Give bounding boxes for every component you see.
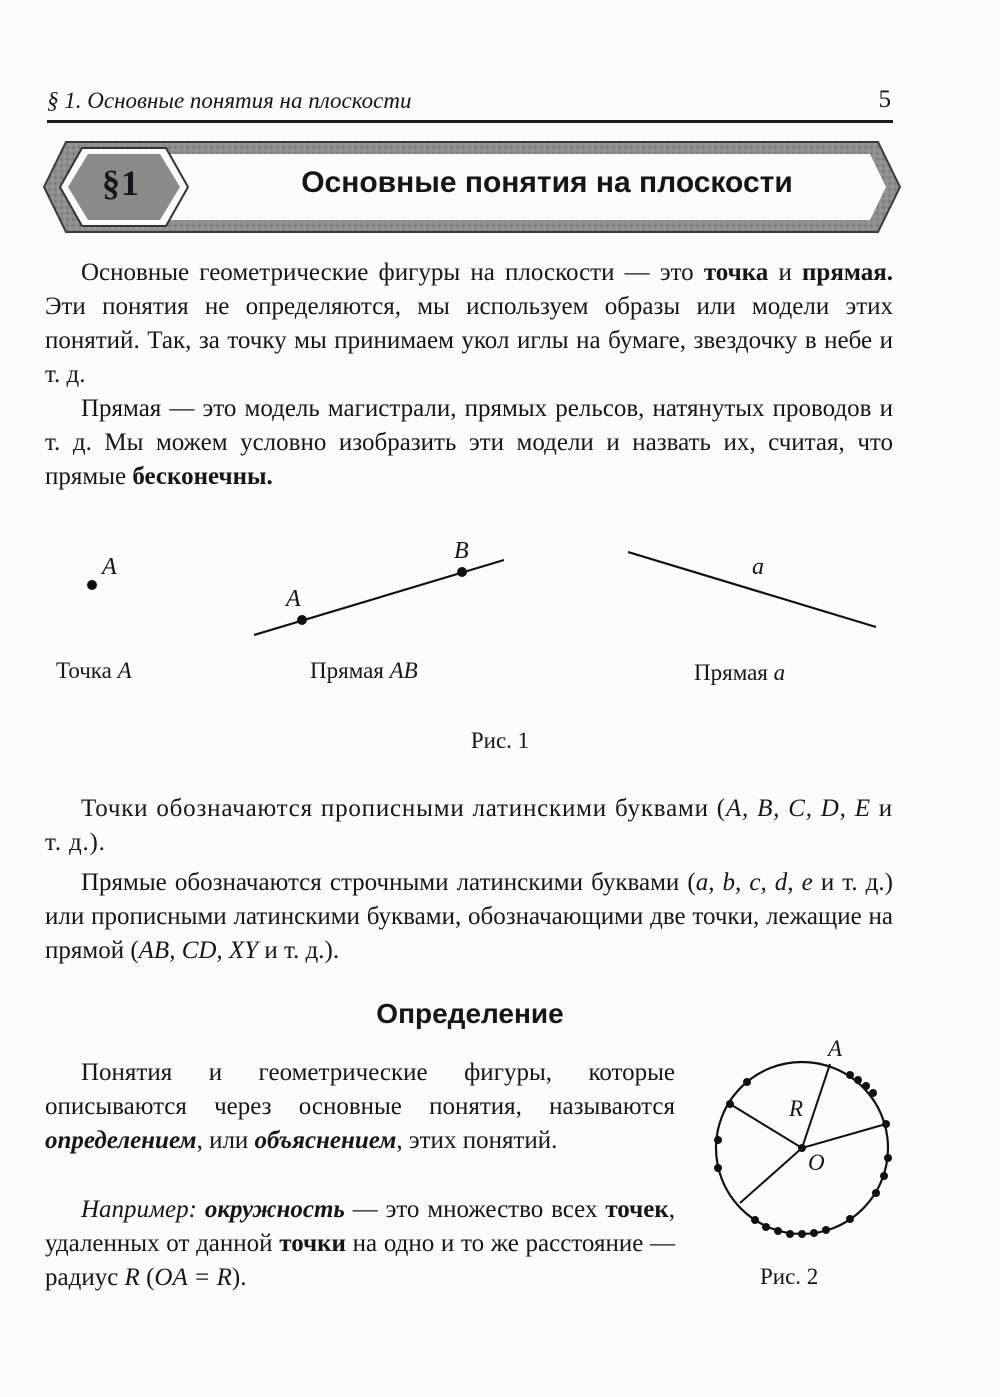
circle-point bbox=[854, 1076, 862, 1084]
caption-line-a bbox=[694, 660, 785, 686]
circle-point bbox=[726, 1100, 734, 1108]
radius-4 bbox=[740, 1148, 802, 1203]
definition-paragraph-1 bbox=[45, 1056, 675, 1158]
intro-paragraph-1 bbox=[45, 256, 893, 392]
term-definition: определением bbox=[45, 1127, 197, 1154]
page-number: 5 bbox=[878, 86, 891, 113]
text-run: Эти понятия не определяются, мы используем образы или модели этих понятий. Так, за точку мы принимаем укол иглы на бумаге, звездочку в небе и т. д. bbox=[45, 293, 893, 388]
text-run: , этих понятий. bbox=[396, 1127, 558, 1154]
notation-paragraph-points bbox=[45, 792, 893, 860]
circle-point bbox=[810, 1229, 818, 1237]
circle-point bbox=[846, 1071, 854, 1079]
example-lead: Например: bbox=[81, 1196, 205, 1223]
line-ab-point-b-dot bbox=[457, 567, 467, 577]
point-a-dot bbox=[87, 580, 97, 590]
section-title: Основные понятия на плоскости bbox=[301, 166, 793, 199]
label-o: O bbox=[808, 1150, 825, 1175]
term-line: прямая. bbox=[802, 259, 893, 286]
text-run: Основные геометрические фигуры на плоскости — это bbox=[81, 259, 704, 286]
var-list: a, b, c, d, e bbox=[695, 869, 813, 896]
radius-3 bbox=[802, 1124, 886, 1148]
figure-1-caption: Рис. 1 bbox=[470, 728, 530, 753]
text-run: Прямые обозначаются строчными латинскими буквами ( bbox=[81, 869, 696, 896]
section-number: §1 bbox=[102, 163, 140, 203]
figure-2 bbox=[700, 1030, 900, 1260]
term-explanation: объяснением bbox=[254, 1127, 397, 1154]
circle-point bbox=[822, 1226, 830, 1234]
running-head bbox=[47, 86, 893, 123]
section-banner bbox=[42, 140, 902, 234]
line-a-label: a bbox=[752, 554, 764, 580]
var-r: R bbox=[124, 1264, 140, 1291]
text-run: Прямая — это модель магистрали, прямых рельсов, натянутых проводов и т. д. Мы можем условно изобразить эти модели и назвать их, считая, что прямые bbox=[45, 395, 893, 490]
circle-point bbox=[862, 1082, 870, 1090]
radius-oa bbox=[802, 1064, 830, 1148]
caption-point-a bbox=[56, 658, 132, 684]
line-ab-point-b-label: B bbox=[454, 538, 469, 564]
circle-point bbox=[869, 1089, 877, 1097]
caption-var: a bbox=[773, 660, 786, 685]
circle-point bbox=[714, 1164, 722, 1172]
caption-text: Прямая bbox=[310, 658, 390, 683]
circle-point bbox=[774, 1227, 782, 1235]
term-infinite: бесконечны. bbox=[132, 463, 273, 490]
text-run: и т. д.). bbox=[258, 937, 340, 964]
circle-point bbox=[798, 1230, 806, 1238]
text-run: и т. д.) или прописными латинскими буквами, обозначающими две точки, лежащие на прямой ( bbox=[45, 869, 893, 964]
caption-text: Прямая bbox=[694, 660, 774, 685]
text-run: , удаленных от данной bbox=[45, 1196, 676, 1257]
circle-point bbox=[714, 1136, 722, 1144]
circle-point bbox=[884, 1154, 892, 1162]
text-run: и bbox=[768, 259, 803, 286]
caption-text: Точка bbox=[56, 658, 118, 683]
term-points: точек bbox=[605, 1196, 669, 1223]
text-run: Точки обозначаются прописными латинскими буквами ( bbox=[81, 795, 726, 822]
figure-2-drawing bbox=[700, 1030, 900, 1260]
term-point: точка bbox=[703, 259, 769, 286]
circle-point bbox=[882, 1120, 890, 1128]
label-r: R bbox=[789, 1096, 804, 1121]
figure-1 bbox=[40, 530, 920, 700]
circle-point bbox=[880, 1172, 888, 1180]
line-ab-point-a-dot bbox=[297, 615, 307, 625]
text-run: , или bbox=[196, 1127, 255, 1154]
term-circle: окружность bbox=[204, 1196, 345, 1223]
caption-var: AB bbox=[389, 658, 418, 683]
figure-1-drawing bbox=[40, 530, 920, 700]
circle-point bbox=[786, 1230, 794, 1238]
text-run: на одно и то же расстояние — радиус bbox=[45, 1230, 675, 1291]
circle-point bbox=[846, 1215, 854, 1223]
center-o-dot bbox=[798, 1144, 806, 1152]
circle-point bbox=[762, 1223, 770, 1231]
circle-point bbox=[743, 1078, 751, 1086]
intro-paragraph-2 bbox=[45, 392, 893, 494]
line-ab-point-a-label: A bbox=[286, 586, 301, 612]
var-list: A, B, C, D, E bbox=[725, 795, 871, 822]
text-run: Понятия и геометрические фигуры, которые описываются через основные понятия, называются bbox=[45, 1059, 675, 1120]
figure-2-caption: Рис. 2 bbox=[760, 1264, 819, 1289]
label-a: A bbox=[828, 1036, 843, 1061]
notation-paragraph-lines bbox=[45, 866, 893, 968]
point-a-label: A bbox=[102, 554, 117, 580]
var-equation: OA = R bbox=[154, 1264, 232, 1291]
text-run: ( bbox=[139, 1264, 155, 1291]
caption-line-ab bbox=[310, 658, 418, 684]
circle-point bbox=[872, 1189, 880, 1197]
circle-point bbox=[751, 1216, 759, 1224]
definition-heading: Определение bbox=[376, 998, 564, 1029]
definition-paragraph-2 bbox=[45, 1193, 675, 1295]
text-run: ). bbox=[231, 1264, 247, 1291]
text-run: и т. д.). bbox=[45, 795, 893, 856]
text-run: — это множество всех bbox=[344, 1196, 606, 1223]
running-title: § 1. Основные понятия на плоскости bbox=[47, 88, 412, 113]
var-list: AB, CD, XY bbox=[138, 937, 259, 964]
term-point: точки bbox=[279, 1230, 346, 1257]
caption-var: A bbox=[117, 658, 132, 683]
